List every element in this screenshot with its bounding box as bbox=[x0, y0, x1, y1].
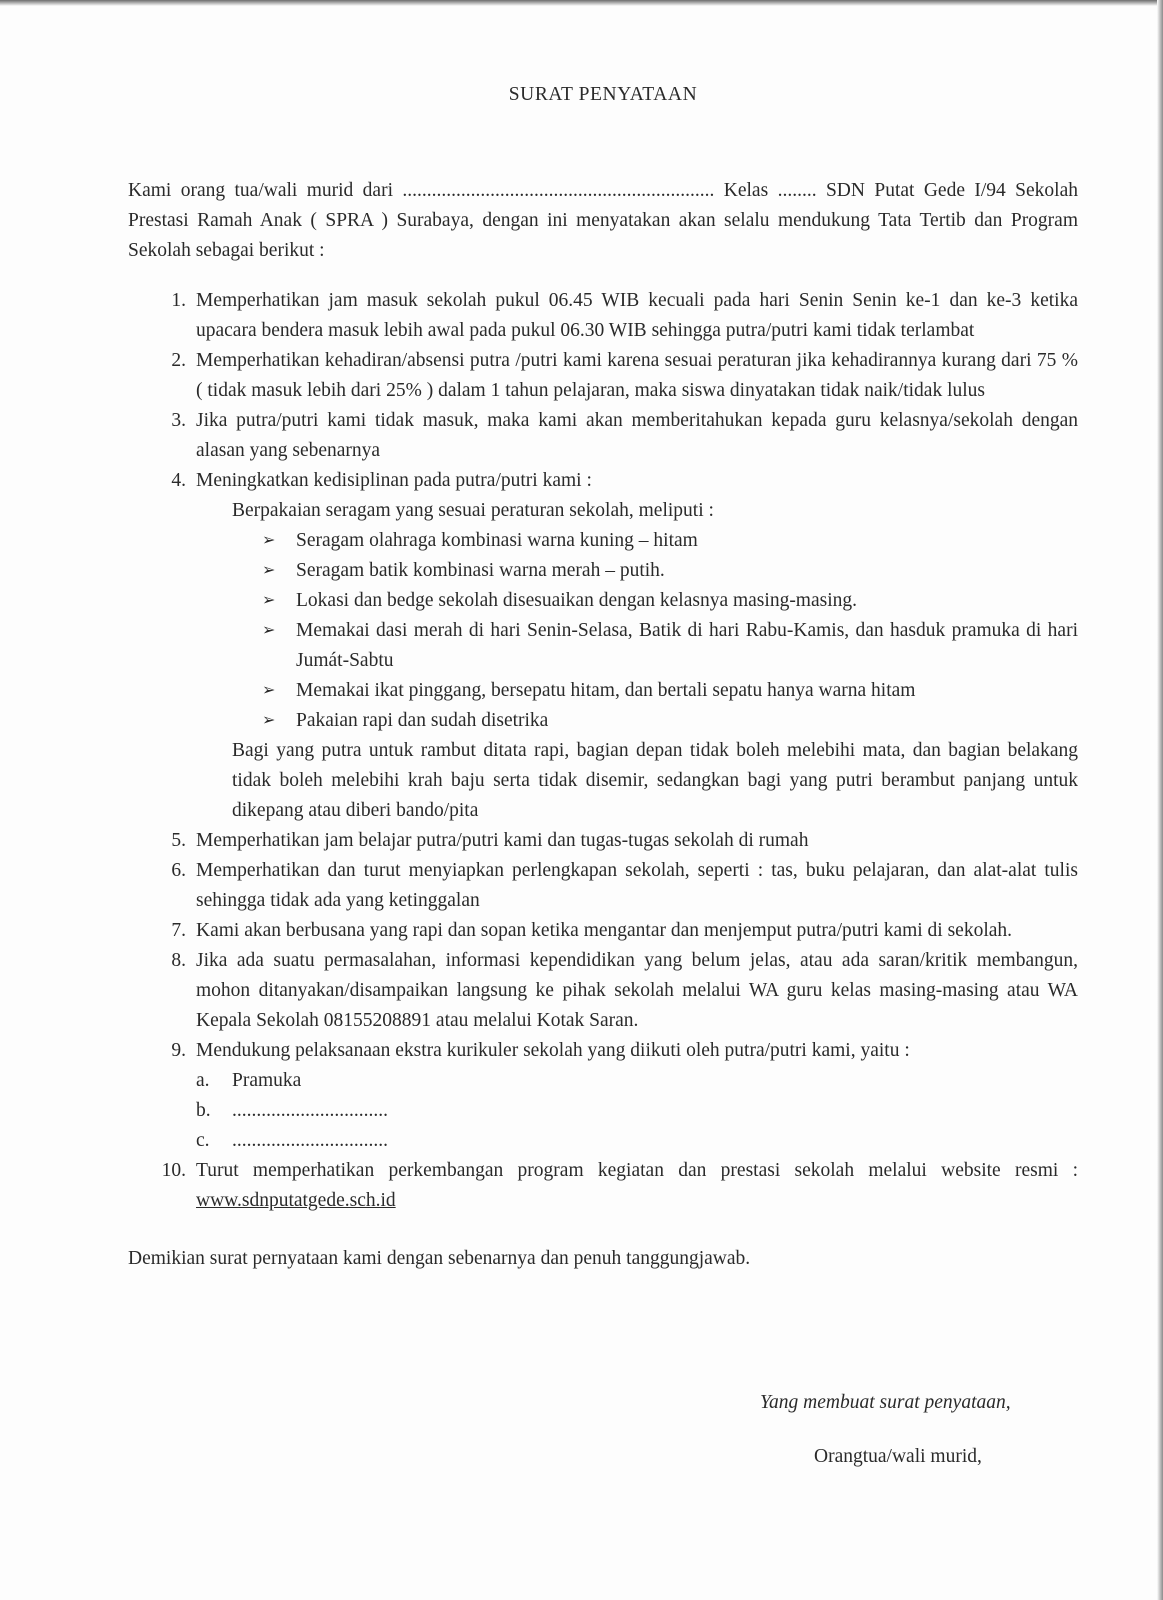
item-number: 9. bbox=[171, 1039, 186, 1061]
list-item bbox=[128, 856, 1078, 916]
item-text: Kami akan berbusana yang rapi dan sopan ketika mengantar dan menjemput putra/putri kami di sekolah. bbox=[196, 919, 1013, 941]
bullet-text: Memakai dasi merah di hari Senin-Selasa, Batik di hari Rabu-Kamis, dan hasduk pramuka di hari Jumát-Sabtu bbox=[296, 619, 1078, 671]
arrow-bullet-icon: ➢ bbox=[262, 561, 276, 579]
list-item bbox=[128, 826, 1078, 856]
arrow-bullet-icon: ➢ bbox=[262, 621, 276, 639]
item-number: 3. bbox=[171, 409, 186, 431]
scan-edge-top bbox=[0, 0, 1163, 6]
intro-paragraph: Kami orang tua/wali murid dari ................................................................ Kelas ........ SDN Putat Gede I/94 Sekolah Prestasi Ramah Anak ( SPRA ) Surabaya, dengan ini menyatakan akan selalu mendukung Tata Tertib dan Program Sekolah sebagai berikut : bbox=[128, 180, 1078, 261]
option-blank[interactable]: ................................ bbox=[232, 1129, 388, 1151]
list-item bbox=[128, 286, 1078, 346]
bullet-item bbox=[262, 676, 1078, 706]
item-text: Jika putra/putri kami tidak masuk, maka kami akan memberitahukan kepada guru kelasnya/sekolah dengan alasan yang sebenarnya bbox=[196, 409, 1078, 461]
item-text: Memperhatikan jam belajar putra/putri kami dan tugas-tugas sekolah di rumah bbox=[196, 829, 809, 851]
bullet-item bbox=[262, 526, 1078, 556]
signature-block bbox=[760, 1388, 1011, 1472]
scan-edge-right bbox=[1157, 0, 1163, 1600]
option-item bbox=[196, 1126, 1078, 1156]
hair-rule-note: Bagi yang putra untuk rambut ditata rapi, bagian depan tidak boleh melebihi mata, dan bagian belakang tidak boleh melebihi krah baju serta tidak disemir, sedangkan bagi yang putri berambut panjang untuk dikepang atau diberi bando/pita bbox=[232, 739, 1078, 821]
item-text: Mendukung pelaksanaan ekstra kurikuler sekolah yang diikuti oleh putra/putri kami, yaitu : bbox=[196, 1039, 910, 1061]
arrow-bullet-icon: ➢ bbox=[262, 531, 276, 549]
item-number: 6. bbox=[171, 859, 186, 881]
item-text: Memperhatikan dan turut menyiapkan perlengkapan sekolah, seperti : tas, buku pelajaran, dan alat-alat tulis sehingga tidak ada yang ketinggalan bbox=[196, 859, 1078, 911]
uniform-heading: Berpakaian seragam yang sesuai peraturan sekolah, meliputi : bbox=[232, 499, 714, 521]
option-item bbox=[196, 1066, 1078, 1096]
bullet-text: Seragam batik kombinasi warna merah – putih. bbox=[296, 559, 665, 581]
list-item bbox=[128, 916, 1078, 946]
arrow-bullet-icon: ➢ bbox=[262, 591, 276, 609]
list-item bbox=[128, 346, 1078, 406]
arrow-bullet-icon: ➢ bbox=[262, 711, 276, 729]
option-letter: a. bbox=[196, 1069, 210, 1091]
option-blank[interactable]: ................................ bbox=[232, 1099, 388, 1121]
item-text: Memperhatikan kehadiran/absensi putra /putri kami karena sesuai peraturan jika kehadirannya kurang dari 75 % ( tidak masuk lebih dari 25% ) dalam 1 tahun pelajaran, maka siswa dinyatakan tidak naik/tidak lulus bbox=[196, 349, 1078, 401]
item-text: Turut memperhatikan perkembangan program kegiatan dan prestasi sekolah melalui website resmi : bbox=[196, 1159, 1078, 1181]
item-text: Meningkatkan kedisiplinan pada putra/putri kami : bbox=[196, 469, 592, 491]
document-title: SURAT PENYATAAN bbox=[508, 84, 698, 105]
website-link[interactable]: www.sdnputatgede.sch.id bbox=[196, 1189, 396, 1211]
item-number: 1. bbox=[171, 289, 186, 311]
option-letter: b. bbox=[196, 1099, 211, 1121]
option-item bbox=[196, 1096, 1078, 1126]
option-value: Pramuka bbox=[232, 1069, 302, 1091]
bullet-item bbox=[262, 616, 1078, 676]
statement-list bbox=[128, 286, 1078, 1216]
item-number: 7. bbox=[171, 919, 186, 941]
bullet-text: Lokasi dan bedge sekolah disesuaikan dengan kelasnya masing-masing. bbox=[296, 589, 858, 611]
list-item bbox=[128, 946, 1078, 1036]
item-number: 5. bbox=[171, 829, 186, 851]
arrow-bullet-icon: ➢ bbox=[262, 681, 276, 699]
item-number: 4. bbox=[171, 469, 186, 491]
bullet-text: Pakaian rapi dan sudah disetrika bbox=[296, 709, 549, 731]
closing-paragraph: Demikian surat pernyataan kami dengan sebenarnya dan penuh tanggungjawab. bbox=[128, 1247, 751, 1269]
list-item bbox=[128, 466, 1078, 826]
signature-line-2: Orangtua/wali murid, bbox=[814, 1446, 982, 1467]
bullet-text: Memakai ikat pinggang, bersepatu hitam, dan bertali sepatu hanya warna hitam bbox=[296, 679, 916, 701]
list-item bbox=[128, 406, 1078, 466]
bullet-item bbox=[262, 706, 1078, 736]
item-number: 2. bbox=[171, 349, 186, 371]
item-text: Jika ada suatu permasalahan, informasi kependidikan yang belum jelas, atau ada saran/kritik membangun, mohon ditanyakan/disampaikan langsung ke pihak sekolah melalui WA guru kelas masing-masing atau WA Kepala Sekolah 08155208891 atau melalui Kotak Saran. bbox=[196, 949, 1078, 1031]
list-item bbox=[128, 1036, 1078, 1156]
bullet-item bbox=[262, 556, 1078, 586]
option-letter: c. bbox=[196, 1129, 210, 1151]
bullet-item bbox=[262, 586, 1078, 616]
signature-line-1: Yang membuat surat penyataan, bbox=[760, 1392, 1011, 1413]
item-text: Memperhatikan jam masuk sekolah pukul 06.45 WIB kecuali pada hari Senin Senin ke-1 dan ke-3 ketika upacara bendera masuk lebih awal pada pukul 06.30 WIB sehingga putra/putri kami tidak terlambat bbox=[196, 289, 1078, 341]
item-number: 10. bbox=[161, 1159, 186, 1181]
uniform-list bbox=[196, 526, 1078, 736]
item-number: 8. bbox=[171, 949, 186, 971]
letter-page bbox=[128, 80, 1078, 1293]
list-item bbox=[128, 1156, 1078, 1216]
extracurricular-list bbox=[196, 1066, 1078, 1156]
bullet-text: Seragam olahraga kombinasi warna kuning – hitam bbox=[296, 529, 698, 551]
